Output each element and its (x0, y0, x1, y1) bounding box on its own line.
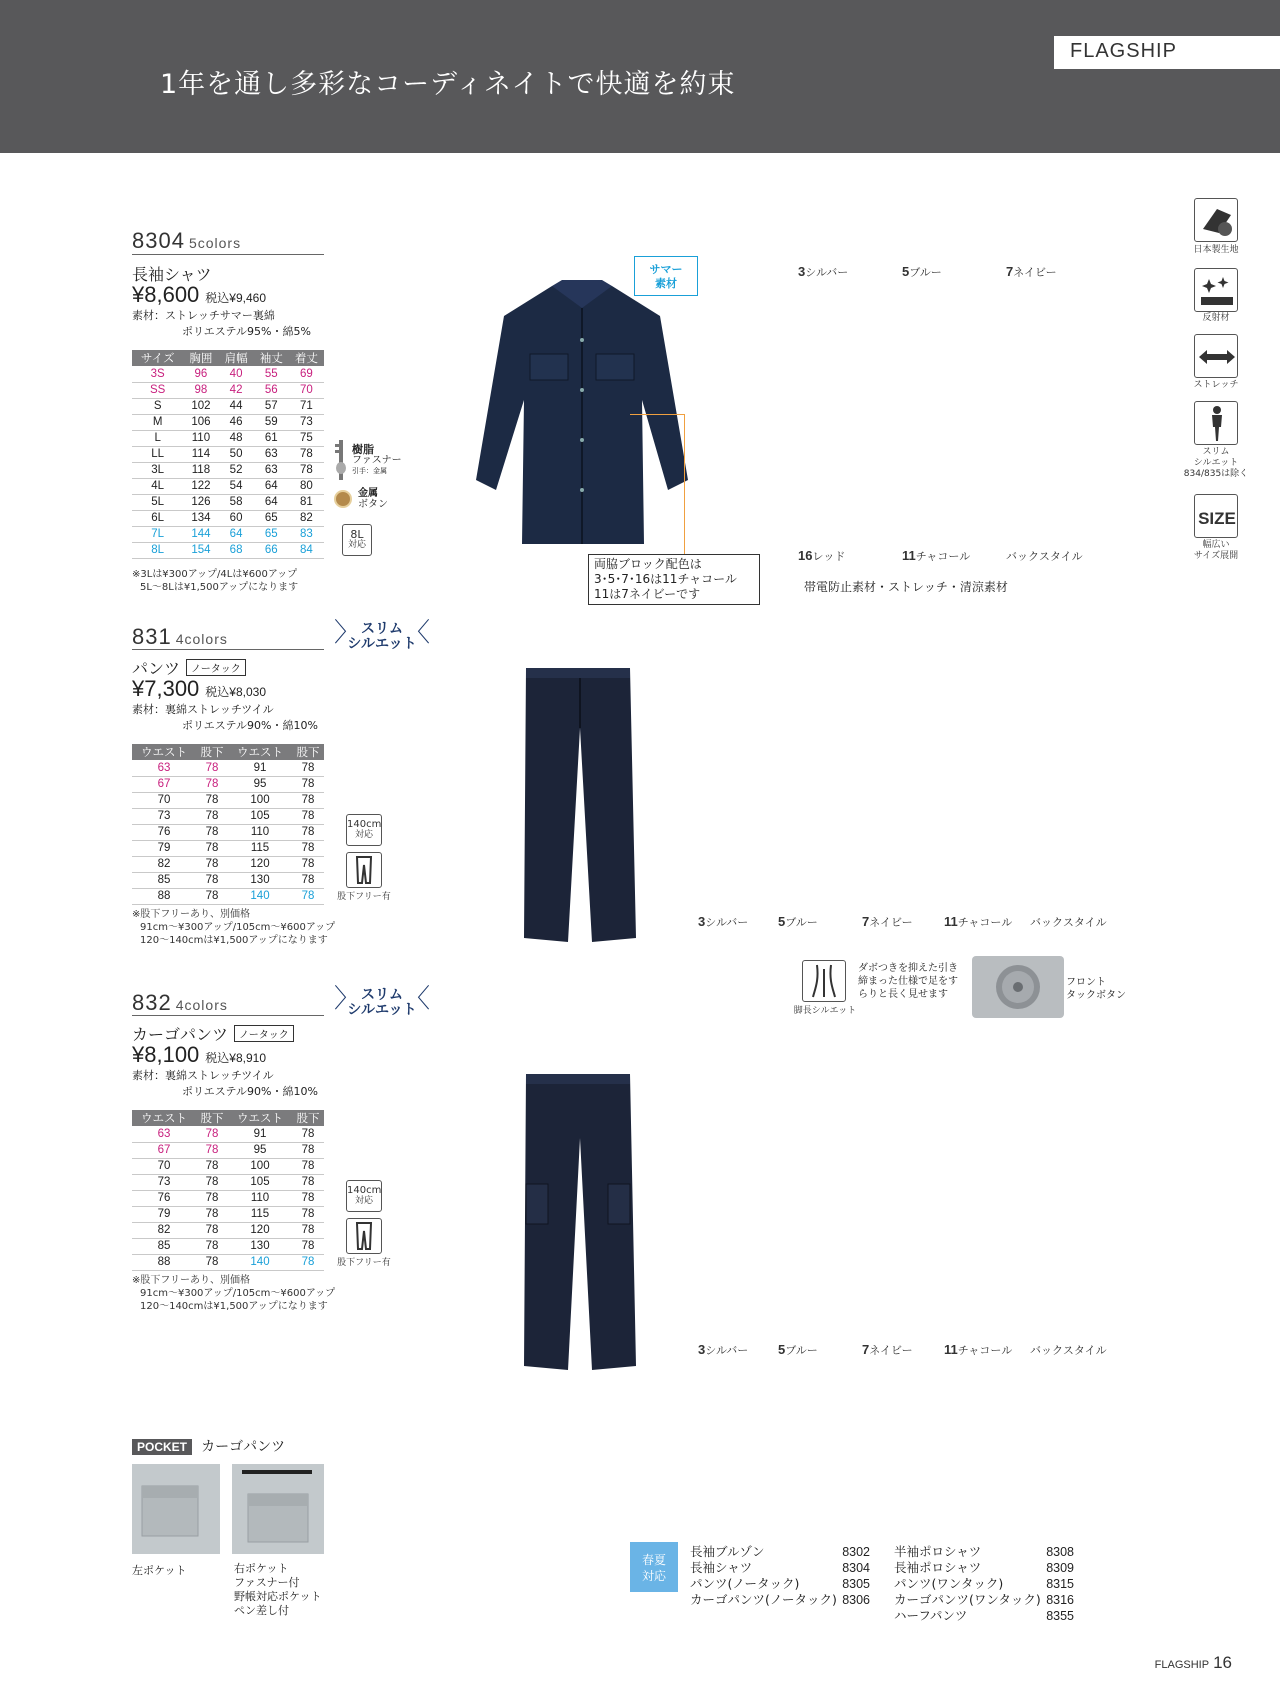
left-pocket-label: 左ポケット (132, 1564, 187, 1577)
right-pocket-photo (232, 1464, 324, 1554)
table-row: LL 114 50 63 78 (132, 446, 324, 462)
callout-line (630, 414, 684, 415)
size-note: ※3Lは¥300アップ/4Lは¥600アップ 5L〜8Lは¥1,500アップになります (132, 569, 299, 593)
cargo-pants-main-image (520, 1074, 640, 1378)
waist-inseam-table (132, 744, 324, 905)
table-row: 8L 154 68 66 84 (132, 542, 324, 558)
related-item: パンツ(ノータック) 8305 (690, 1576, 870, 1591)
colorway-label: 3シルバー (698, 914, 749, 929)
front-button-label: フロント タックボタン (1066, 977, 1126, 1001)
table-row: 88 78 140 78 (132, 888, 324, 904)
divider (132, 254, 324, 255)
slim-silhouette-icon (1194, 401, 1238, 445)
divider (132, 649, 324, 650)
related-item: パンツ(ワンタック) 8315 (894, 1576, 1074, 1591)
table-row: S 102 44 57 71 (132, 398, 324, 414)
colorway-label: 7ネイビー (862, 1342, 913, 1357)
table-row: 88 78 140 78 (132, 1254, 324, 1270)
product-number: 831 4colors (132, 624, 228, 649)
colorway-label: 11チャコール (902, 548, 971, 563)
size-table: ウエスト 股下 ウエスト 股下 63 78 91 78 67 78 95 78 70 78 100 78 73 78 105 78 76 78 110 78 79 78 115 78 82 78 120 78 85 78 130 78 88 78 140 78 (132, 1110, 324, 1271)
right-pocket-label: 右ポケット ファスナー付 野帳対応ポケット ペン差し付 (234, 1562, 322, 1617)
material-text: 素材：ストレッチサマー裏綿 ポリエステル95%・綿5% (132, 309, 311, 338)
feature-label: 日本製生地 (1193, 245, 1239, 255)
table-row: 85 78 130 78 (132, 1238, 324, 1254)
colorway-label: 5ブルー (778, 914, 818, 929)
stretch-icon (1194, 334, 1238, 378)
feature-label: 反射材 (1202, 313, 1230, 323)
table-row: 3S 96 40 55 69 (132, 366, 324, 382)
related-item: カーゴパンツ(ノータック) 8306 (690, 1592, 870, 1607)
summer-material-badge: サマー 素材 (634, 256, 698, 296)
product-number: 832 4colors (132, 990, 228, 1015)
leg-silhouette-icon (802, 960, 846, 1002)
product-name: 長袖シャツ (132, 265, 212, 284)
table-row: 4L 122 54 64 80 (132, 478, 324, 494)
feature-line: 帯電防止素材・ストレッチ・清涼素材 (804, 580, 1008, 594)
colorway-label: 7ネイビー (862, 914, 913, 929)
page-title: 1年を通し多彩なコーディネイトで快適を約束 (160, 69, 736, 100)
colorway-label: 11チャコール (944, 1342, 1013, 1357)
8l-badge: 8L 対応 (342, 524, 372, 556)
tack-button-photo (972, 956, 1064, 1018)
callout-line (684, 414, 685, 554)
table-row: 79 78 115 78 (132, 1206, 324, 1222)
related-list (690, 1544, 870, 1608)
related-item: 長袖ポロシャツ 8309 (894, 1560, 1074, 1575)
feature-label: 幅広い サイズ展開 (1193, 540, 1239, 561)
left-pocket-photo (132, 1464, 220, 1554)
material-text: 素材：裏綿ストレッチツイル ポリエステル90%・綿10% (132, 1069, 318, 1098)
table-row: 63 78 91 78 (132, 760, 324, 776)
related-item: 半袖ポロシャツ 8308 (894, 1544, 1074, 1559)
product-price: ¥7,300 税込¥8,030 (132, 676, 267, 701)
product-price: ¥8,600 税込¥9,460 (132, 282, 267, 307)
table-row: 70 78 100 78 (132, 792, 324, 808)
related-item: ハーフパンツ 8355 (894, 1608, 1074, 1623)
dart-description: ダボつきを抑えた引き 締まった仕様で足をす らりと長く見せます (858, 963, 958, 1000)
table-row: 5L 126 58 64 81 (132, 494, 324, 510)
size-table: ウエスト 股下 ウエスト 股下 63 78 91 78 67 78 95 78 70 78 100 78 73 78 105 78 76 78 110 78 79 78 115 78 82 78 120 78 85 78 130 78 88 78 140 78 (132, 744, 324, 905)
table-row: 67 78 95 78 (132, 1142, 324, 1158)
slim-silhouette-badge: 〉 スリム シルエット 〈 (334, 618, 430, 652)
product-name: パンツ ノータック (132, 656, 246, 679)
table-row: 82 78 120 78 (132, 1222, 324, 1238)
table-row: 7L 144 64 65 83 (132, 526, 324, 542)
colorway-label: 3シルバー (698, 1342, 749, 1357)
pocket-heading: POCKET カーゴパンツ (132, 1436, 285, 1456)
zipper-label: 樹脂 ファスナー 引手：金属 (352, 443, 402, 475)
waist-inseam-table (132, 1110, 324, 1271)
table-row: L 110 48 61 75 (132, 430, 324, 446)
feature-label: ストレッチ (1193, 380, 1239, 390)
zipper-icon (334, 440, 348, 484)
inseam-free-icon (346, 1218, 382, 1254)
shirt-main-image (472, 280, 692, 554)
svg-text:SIZE: SIZE (1198, 509, 1236, 528)
table-row: 82 78 120 78 (132, 856, 324, 872)
leg-silhouette-label: 脚長シルエット (793, 1006, 857, 1016)
metal-button-icon (334, 490, 352, 508)
spring-summer-badge: 春夏 対応 (630, 1542, 678, 1592)
table-row: 73 78 105 78 (132, 1174, 324, 1190)
colorway-label: バックスタイル (1006, 550, 1083, 563)
table-row: 63 78 91 78 (132, 1126, 324, 1142)
product-price: ¥8,100 税込¥8,910 (132, 1042, 267, 1067)
colorway-label: 7ネイビー (1006, 264, 1057, 279)
reflective-icon (1194, 268, 1238, 312)
size-icon (1194, 494, 1238, 538)
colorway-label: バックスタイル (1030, 1344, 1107, 1357)
table-row: SS 98 42 56 70 (132, 382, 324, 398)
related-list (894, 1544, 1074, 1624)
colorway-label: 5ブルー (778, 1342, 818, 1357)
table-row: 76 78 110 78 (132, 824, 324, 840)
page-footer: FLAGSHIP 16 (1154, 1653, 1232, 1672)
table-row: 79 78 115 78 (132, 840, 324, 856)
button-label: 金属 ボタン (358, 488, 388, 510)
size-note: ※股下フリーあり、別価格 91cm〜¥300アップ/105cm〜¥600アップ 120〜140cmは¥1,500アップになります (132, 1275, 336, 1312)
colorway-label: バックスタイル (1030, 916, 1107, 929)
pants-main-image (520, 668, 640, 952)
table-row: 76 78 110 78 (132, 1190, 324, 1206)
size-table: サイズ 胸囲 肩幅 袖丈 着丈 3S 96 40 55 69 SS 98 42 56 70 S 102 44 57 71 M 106 46 59 73 L 110 48 61 75 LL 114 50 63 78 3L 118 52 63 78 4L 122 54 64 80 5L 126 58 64 81 6L 134 60 65 82 7L 144 64 65 83 8L 154 68 66 84 (132, 350, 324, 559)
divider (132, 1015, 324, 1016)
colorway-label: 5ブルー (902, 264, 942, 279)
brand-tab: FLAGSHIP (1054, 36, 1280, 69)
page-header (0, 0, 1280, 153)
colorway-label: 16レッド (798, 548, 846, 563)
table-row: 73 78 105 78 (132, 808, 324, 824)
table-row: 85 78 130 78 (132, 872, 324, 888)
side-panel-callout: 両脇ブロック配色は 3･5･7･16は11チャコール 11は7ネイビーです (588, 554, 760, 605)
related-item: 長袖シャツ 8304 (690, 1560, 870, 1575)
colorway-label: 3シルバー (798, 264, 849, 279)
table-row: 6L 134 60 65 82 (132, 510, 324, 526)
table-row: M 106 46 59 73 (132, 414, 324, 430)
related-item: カーゴパンツ(ワンタック) 8316 (894, 1592, 1074, 1607)
table-row: 70 78 100 78 (132, 1158, 324, 1174)
table-row: 67 78 95 78 (132, 776, 324, 792)
140cm-badge: 140cm 対応 (346, 1180, 382, 1212)
inseam-free-label: 股下フリー有 (337, 892, 391, 902)
product-number: 8304 5colors (132, 228, 242, 253)
colorway-label: 11チャコール (944, 914, 1013, 929)
related-item: 長袖ブルゾン 8302 (690, 1544, 870, 1559)
product-name: カーゴパンツ ノータック (132, 1022, 294, 1045)
made-in-japan-fabric-icon (1194, 198, 1238, 242)
140cm-badge: 140cm 対応 (346, 814, 382, 846)
table-row: 3L 118 52 63 78 (132, 462, 324, 478)
inseam-free-label: 股下フリー有 (337, 1258, 391, 1268)
inseam-free-icon (346, 852, 382, 888)
size-note: ※股下フリーあり、別価格 91cm〜¥300アップ/105cm〜¥600アップ 120〜140cmは¥1,500アップになります (132, 909, 336, 946)
feature-label: スリム シルエット 834/835は除く (1183, 447, 1249, 479)
material-text: 素材：裏綿ストレッチツイル ポリエステル90%・綿10% (132, 703, 318, 732)
slim-silhouette-badge: 〉 スリム シルエット 〈 (334, 984, 430, 1018)
